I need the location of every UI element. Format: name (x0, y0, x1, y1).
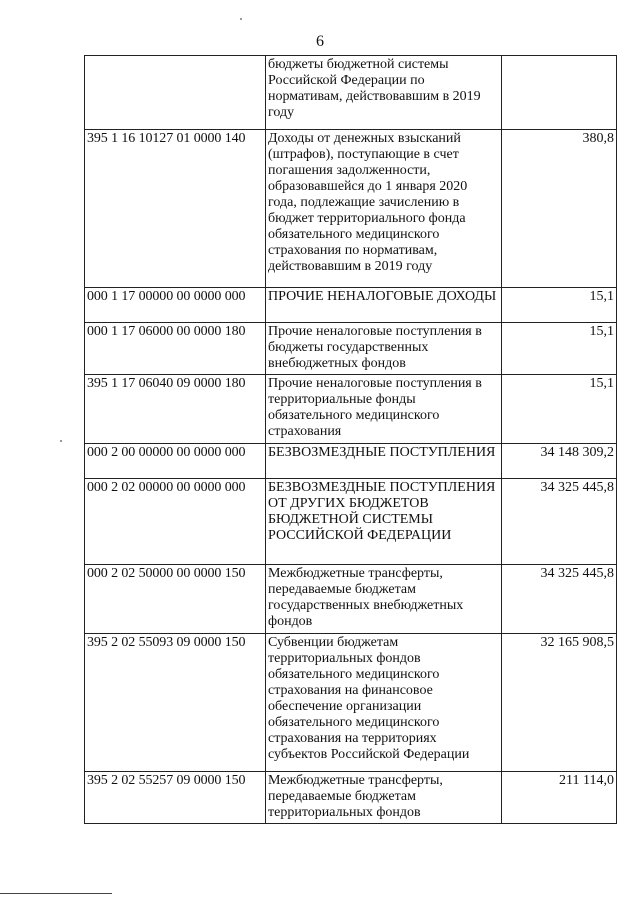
amount-cell: 34 148 309,2 (502, 444, 617, 479)
budget-code-cell: 000 1 17 06000 00 0000 180 (85, 323, 266, 375)
amount-cell: 380,8 (502, 130, 617, 288)
budget-code-cell: 395 1 17 06040 09 0000 180 (85, 375, 266, 444)
revenue-name-cell: БЕЗВОЗМЕЗДНЫЕ ПОСТУПЛЕНИЯ ОТ ДРУГИХ БЮДЖЕТОВ БЮДЖЕТНОЙ СИСТЕМЫ РОССИЙСКОЙ ФЕДЕРАЦИИ (266, 479, 502, 565)
table-row (85, 130, 617, 288)
budget-code-cell: 000 1 17 00000 00 0000 000 (85, 288, 266, 323)
revenue-name-cell: Межбюджетные трансферты, передаваемые бюджетам государственных внебюджетных фондов (266, 565, 502, 634)
revenue-name-cell: Прочие неналоговые поступления в бюджеты государственных внебюджетных фондов (266, 323, 502, 375)
footer-rule (0, 893, 112, 894)
table-row (85, 444, 617, 479)
amount-cell: 15,1 (502, 375, 617, 444)
revenue-name-cell: БЕЗВОЗМЕЗДНЫЕ ПОСТУПЛЕНИЯ (266, 444, 502, 479)
revenue-name-cell: бюджеты бюджетной системы Российской Федерации по нормативам, действовавшим в 2019 году (266, 56, 502, 130)
amount-cell (502, 56, 617, 130)
revenue-name-cell: Прочие неналоговые поступления в территориальные фонды обязательного медицинского страхования (266, 375, 502, 444)
revenue-name-cell: ПРОЧИЕ НЕНАЛОГОВЫЕ ДОХОДЫ (266, 288, 502, 323)
page-number: 6 (316, 33, 324, 50)
table-row (85, 375, 617, 444)
scan-dot-mark (240, 18, 242, 20)
budget-code-cell: 000 2 02 50000 00 0000 150 (85, 565, 266, 634)
amount-cell: 15,1 (502, 323, 617, 375)
revenue-name-cell: Межбюджетные трансферты, передаваемые бюджетам территориальных фондов (266, 772, 502, 824)
table-row (85, 565, 617, 634)
budget-code-cell: 395 1 16 10127 01 0000 140 (85, 130, 266, 288)
table-row (85, 479, 617, 565)
budget-code-cell: 395 2 02 55257 09 0000 150 (85, 772, 266, 824)
revenue-table (84, 55, 617, 824)
revenue-name-cell: Субвенции бюджетам территориальных фондов обязательного медицинского страхования на финансовое обеспечение организации обязательного медицинского страхования на территориях субъектов Российской Федерации (266, 634, 502, 772)
amount-cell: 34 325 445,8 (502, 565, 617, 634)
table-row (85, 772, 617, 824)
scan-dot-mark (60, 440, 62, 442)
table-row (85, 634, 617, 772)
table-row (85, 288, 617, 323)
amount-cell: 34 325 445,8 (502, 479, 617, 565)
table-row (85, 323, 617, 375)
revenue-name-cell: Доходы от денежных взысканий (штрафов), поступающие в счет погашения задолженности, образовавшейся до 1 января 2020 года, подлежащие зачислению в бюджет территориального фонда обязательного медицинского страхования по нормативам, действовавшим в 2019 году (266, 130, 502, 288)
budget-code-cell: 395 2 02 55093 09 0000 150 (85, 634, 266, 772)
budget-code-cell (85, 56, 266, 130)
amount-cell: 32 165 908,5 (502, 634, 617, 772)
amount-cell: 211 114,0 (502, 772, 617, 824)
table-row (85, 56, 617, 130)
amount-cell: 15,1 (502, 288, 617, 323)
budget-code-cell: 000 2 02 00000 00 0000 000 (85, 479, 266, 565)
budget-code-cell: 000 2 00 00000 00 0000 000 (85, 444, 266, 479)
